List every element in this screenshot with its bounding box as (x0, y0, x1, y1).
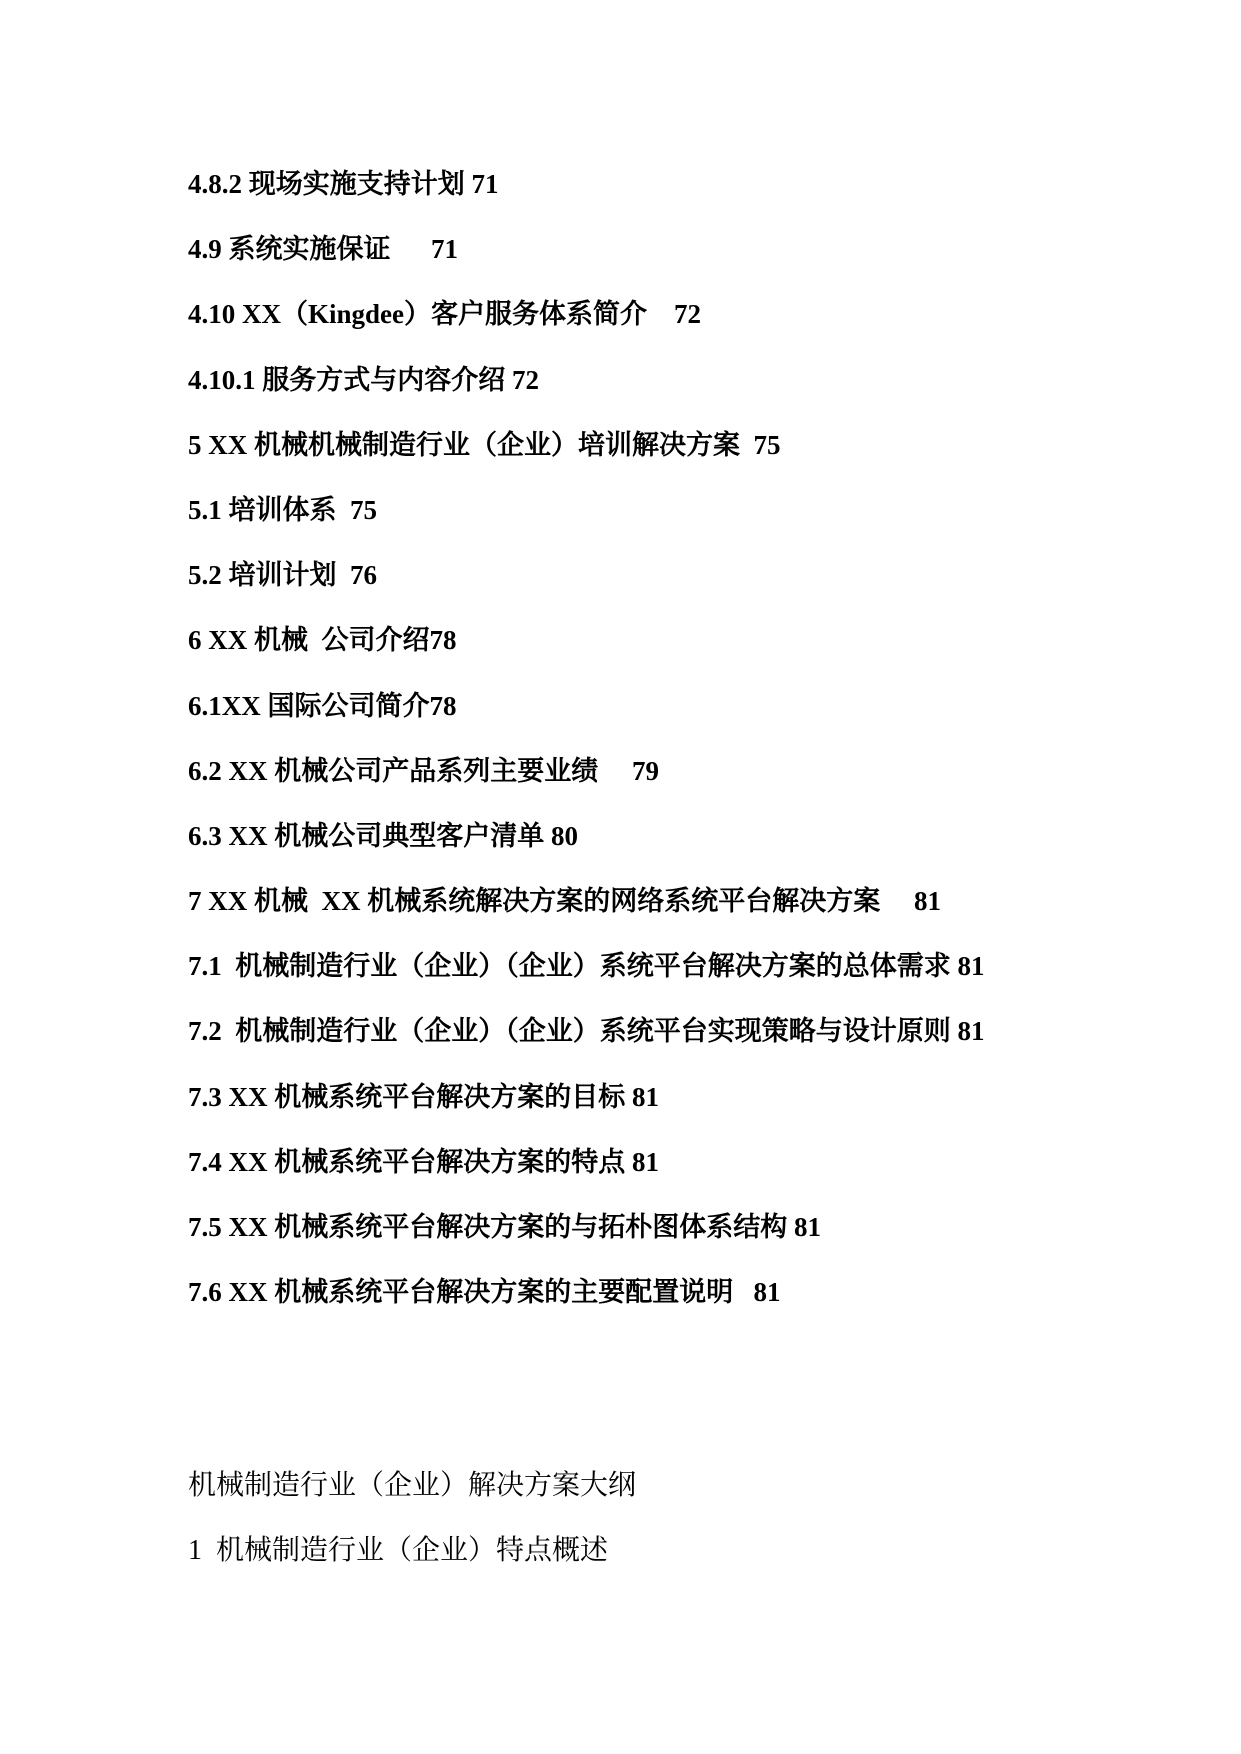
toc-entry-6-2: 6.2 XX 机械公司产品系列主要业绩 79 (188, 755, 659, 786)
outline-section (188, 1462, 1148, 1592)
toc-entry-4-10: 4.10 XX（Kingdee）客户服务体系简介 72 (188, 299, 701, 330)
table-of-contents (188, 160, 1148, 1333)
toc-entry-6-1: 6.1XX 国际公司简介78 (188, 690, 457, 721)
toc-entry-4-8-2: 4.8.2 现场实施支持计划 71 (188, 169, 499, 199)
toc-entry-4-10-1: 4.10.1 服务方式与内容介绍 72 (188, 364, 539, 395)
toc-entry-7-6: 7.6 XX 机械系统平台解决方案的主要配置说明 81 (188, 1277, 781, 1308)
toc-entry-7-3: 7.3 XX 机械系统平台解决方案的目标 81 (188, 1081, 659, 1112)
toc-entry-5-1: 5.1 培训体系 75 (188, 494, 377, 525)
toc-entry-7-4: 7.4 XX 机械系统平台解决方案的特点 81 (188, 1146, 659, 1177)
toc-entry-5: 5 XX 机械机械制造行业（企业）培训解决方案 75 (188, 429, 781, 460)
toc-entry-6-3: 6.3 XX 机械公司典型客户清单 80 (188, 820, 578, 851)
toc-entry-7: 7 XX 机械 XX 机械系统解决方案的网络系统平台解决方案 81 (188, 886, 941, 917)
toc-entry-7-1: 7.1 机械制造行业（企业）（企业）系统平台解决方案的总体需求 81 (188, 951, 985, 982)
toc-entry-7-2: 7.2 机械制造行业（企业）（企业）系统平台实现策略与设计原则 81 (188, 1016, 985, 1047)
toc-entry-5-2: 5.2 培训计划 76 (188, 560, 377, 591)
toc-entry-4-9: 4.9 系统实施保证 71 (188, 234, 458, 265)
toc-entry-6: 6 XX 机械 公司介绍78 (188, 625, 457, 656)
outline-item-1: 1 机械制造行业（企业）特点概述 (188, 1535, 609, 1566)
toc-entry-7-5: 7.5 XX 机械系统平台解决方案的与拓朴图体系结构 81 (188, 1212, 821, 1242)
outline-title: 机械制造行业（企业）解决方案大纲 (188, 1470, 637, 1501)
